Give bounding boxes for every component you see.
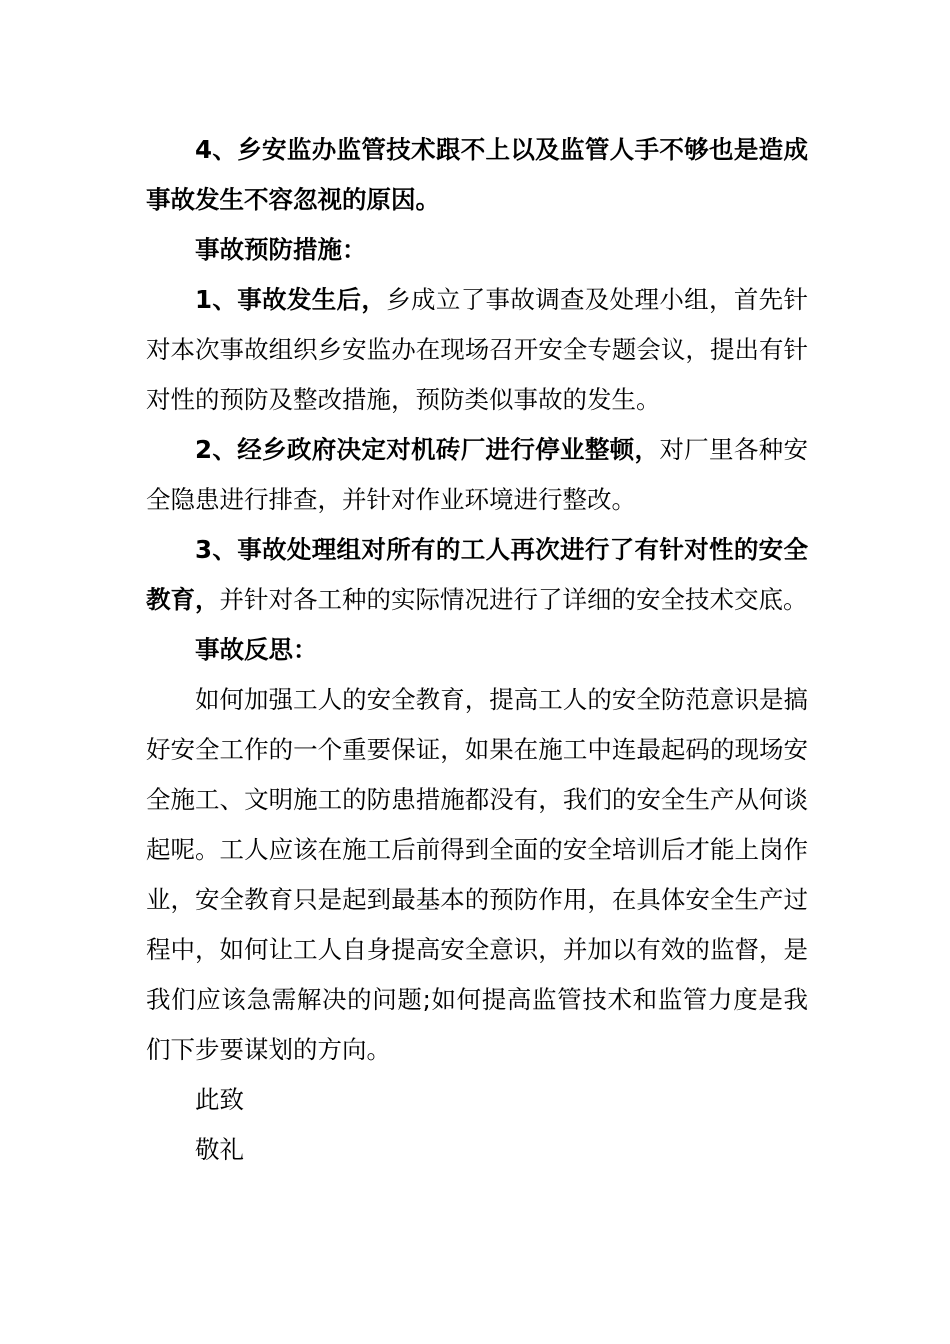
measure-3-body: 并针对各工种的实际情况进行了详细的安全技术交底。	[219, 585, 808, 614]
measure-1-lead: 1、事故发生后，	[195, 285, 387, 314]
measure-1-body: 乡成立了事故调查及处理小组，首先针对本次事故组织乡安监办在现场召开安全专题会议，提出有针对性的预防及整改措施，预防类似事故的发生。	[146, 285, 809, 414]
measure-3-lead: 3、事故处理组对所有的工人再次进行了有针对性的安全教育，	[146, 535, 808, 614]
heading-reflection: 事故反思：	[195, 635, 318, 664]
paragraph-cause-4	[146, 125, 808, 225]
measure-2-lead: 2、经乡政府决定对机砖厂进行停业整顿，	[195, 435, 660, 464]
paragraph-reflection-body: 如何加强工人的安全教育，提高工人的安全防范意识是搞好安全工作的一个重要保证，如果在施工中连最起码的现场安全施工、文明施工的防患措施都没有，我们的安全生产从何谈起呢。工人应该在施工后前得到全面的安全培训后才能上岗作业，安全教育只是起到最基本的预防作用，在具体安全生产过程中，如何让工人自身提高安全意识，并加以有效的监督，是我们应该急需解决的问题;如何提高监管技术和监管力度是我们下步要谋划的方向。	[146, 685, 808, 1064]
document-page	[146, 125, 808, 1175]
paragraph-cause-4-text: 4、乡安监办监管技术跟不上以及监管人手不够也是造成事故发生不容忽视的原因。	[146, 135, 808, 214]
paragraph-measure-2	[146, 425, 808, 525]
closing-line-1: 此致	[195, 1085, 244, 1114]
measure-2-body: 对厂里各种安全隐患进行排查，并针对作业环境进行整改。	[146, 435, 809, 514]
paragraph-measure-3	[146, 525, 808, 625]
paragraph-measure-1	[146, 275, 808, 425]
closing-line-2: 敬礼	[195, 1135, 244, 1164]
heading-prevention-measures: 事故预防措施：	[195, 235, 367, 264]
